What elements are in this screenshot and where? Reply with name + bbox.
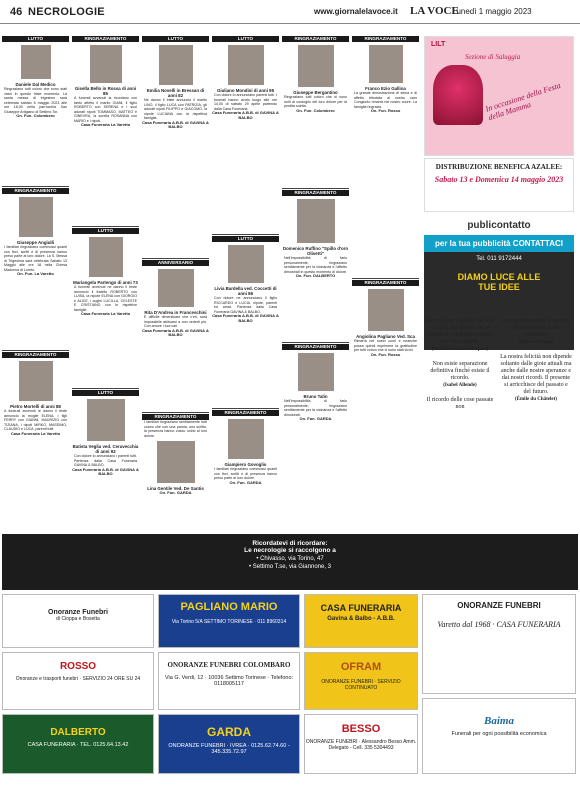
obituary-column-4 [212, 36, 279, 554]
portrait-photo [368, 44, 404, 84]
deceased-name: Bruno Talin [303, 394, 328, 399]
ad-subtitle: Via Torino 5/A SETTIMO TORINESE · 011 8960314 [171, 619, 287, 625]
obituary [72, 390, 139, 530]
obituary-type: RINGRAZIAMENTO [142, 414, 209, 420]
deceased-name: Mariangela Partengo di anni 73 [73, 280, 138, 285]
obituary-type: LUTTO [212, 236, 279, 242]
deceased-name: Emilia Novelli in Bressan di anni 82 [146, 88, 205, 98]
obituary-column-5 [282, 36, 349, 554]
obituary-type: ANNIVERSARIO [142, 260, 209, 266]
obituary [352, 280, 419, 530]
deceased-name: Domenico Ruffino "Spillo d'oro Olivetti" [282, 246, 349, 256]
ad-subtitle: Funerali per ogni possibilità economica [451, 731, 547, 737]
quote-author: (Gabriel García Márquez) [431, 347, 489, 352]
funeral-home: Casa Funeraria A.B.B. di GAVINA & BALBO [72, 466, 139, 476]
masthead: LA VOCE [410, 5, 459, 17]
divider [2, 186, 69, 187]
ad-title: GARDA [207, 725, 251, 739]
quote-text: Non esiste separazione definitiva finché esiste il ricordo. [430, 361, 490, 381]
deceased-name: Gisella Bello in Rossa di anni 85 [74, 86, 137, 96]
obituary [142, 414, 209, 530]
ad-subtitle: Varetto dal 1968 · CASA FUNERARIA [437, 620, 561, 629]
deceased-name: Livia Bardella ved. Coccetti di anni 86 [214, 286, 277, 296]
ad-title: Onoranze Funebri [48, 609, 108, 616]
obituary-text: Ringraziano tutti coloro che si sono uniti al cordoglio del loro dolore per la perdita subita. [284, 95, 347, 108]
divider [142, 258, 209, 259]
funeral-home: Casa Funeraria A.B.B. di GAVINA & BALBO [212, 110, 279, 120]
funeral-ads [0, 594, 580, 804]
funeral-home: Casa Funeraria A.B.B. di GAVINA & BALBO [142, 327, 209, 337]
publicontatto-logo: publicontatto [424, 216, 574, 235]
quote-author: (Isabel Allende) [443, 383, 477, 388]
quote-right [500, 318, 572, 403]
obituary-type: LUTTO [142, 36, 209, 42]
ad-title: ONORANZE FUNEBRI COLOMBARO [167, 661, 291, 669]
ad-rosso[interactable] [2, 652, 154, 710]
ad-title: Baima [484, 715, 514, 727]
section-title: NECROLOGIE [28, 6, 105, 18]
ad-subtitle: CASA FUNERARIA · TEL. 0125.64.13.42 [27, 742, 129, 748]
deceased-name: Giuseppe Angiulli [16, 240, 55, 245]
ad-title: ONORANZE FUNEBRI [457, 601, 541, 610]
portrait-photo [156, 440, 196, 484]
obituary-text: Con dolore ne annunciano il figlio RICCARDO e LUCIA, nipote, parenti ed amici. Partenza dalla Casa Funeraria GAVINA & BALBO. [214, 296, 277, 314]
obituary [282, 190, 349, 340]
obituary-type: RINGRAZIAMENTO [212, 410, 279, 416]
publicontatto-claim: per la tua pubblicità CONTATTACI [424, 235, 574, 252]
obituary-type: RINGRAZIAMENTO [282, 36, 349, 42]
obituary [352, 36, 419, 276]
portrait-photo [158, 44, 194, 86]
obituary-text: I familiari ringraziano commossi quanti con fiori, scritti e di presenza hanno preso parte al loro dolore. [214, 467, 277, 480]
funeral-home: On. Fun. La Varetto [17, 271, 54, 276]
obituary-text: La grande dimostrazione di stima e di affetto tributata al nostro caro Congiunto rimarrà nel nostro cuore. La famiglia ringrazia. [354, 91, 417, 109]
ad-title: ROSSO [59, 661, 97, 672]
funeral-home: Casa Funeraria La Varetto [80, 122, 131, 127]
obituary-text: Ne danno il triste annuncio il marito LINO, il figlio LUCA con PATRIZIA, gli adorati nipoti FILIPPO e GIACOMO, la nipote LUCIANA con la rispettiva famiglia. [144, 98, 207, 120]
lilt-logo: LILT [431, 41, 446, 48]
ad-pagliano[interactable] [158, 594, 300, 648]
ad-subtitle: ONORANZE FUNEBRI · Alessandro Besso Amm. Delegato - Cell. 335 5304493 [305, 739, 417, 751]
issue-date: Lunedì 1 maggio 2023 [452, 7, 532, 16]
quote-text: Il ricordo delle cose passate non [426, 397, 494, 410]
azalea-caption: In occasione della Festa della Mamma [484, 80, 562, 123]
obituary [212, 236, 279, 406]
ad-ofram[interactable] [304, 652, 418, 710]
deceased-name: Giuseppe Bergantino [293, 90, 338, 95]
ad-subtitle: Via G. Verdi, 12 · 10036 Settimo Torinese · Telefono: 0118005117 [164, 675, 294, 687]
ad-subtitle: ONORANZE FUNEBRI · IVREA · 0125.62.74.60 - 345.335.72.97 [168, 743, 290, 755]
ad-colombaro[interactable] [158, 652, 300, 710]
ad-gavina-balbo[interactable] [304, 594, 418, 648]
funeral-home: Casa Funeraria A.B.B. di GAVINA & BALBO [142, 119, 209, 129]
quote-left [426, 318, 494, 411]
portrait-photo [296, 198, 336, 244]
funeral-home: Casa Funeraria A.B.B. di GAVINA & BALBO [212, 313, 279, 323]
lilt-azalea-ad[interactable] [424, 36, 574, 156]
publicontatto-slogan: DIAMO LUCE ALLE TUE IDEE [457, 272, 541, 292]
funeral-home: Casa Funeraria La Varetto [80, 311, 131, 316]
ad-title: OFRAM [340, 661, 382, 673]
obituary-type: RINGRAZIAMENTO [2, 352, 69, 358]
obituary-column-1 [2, 36, 69, 554]
obituary-type: RINGRAZIAMENTO [282, 344, 349, 350]
divider [72, 388, 139, 389]
deceased-name: Lina Gentile Ved. De Santis [147, 486, 204, 491]
ad-title: PAGLIANO MARIO [180, 601, 278, 613]
obituary-text: Nell'impossibilità di farlo personalmente, ringraziano sentitamente per la vicinanza e l'affetto dimostrati in questo momento di dolore. [284, 256, 347, 274]
azalea-image [433, 65, 483, 125]
funeral-home: On. Fun. GARDA [299, 416, 332, 421]
obituary [212, 36, 279, 232]
ad-subtitle: Onoranze e trasporti funebri · SERVIZIO 24 ORE SU 24 [15, 676, 141, 682]
funeral-home: On. Fun. GARDA [159, 490, 192, 495]
publicontatto-phone[interactable]: Tel. 011 9172444 [476, 256, 522, 262]
page-number: 46 [10, 6, 23, 18]
collection-points-banner [2, 534, 578, 590]
deceased-name: Giampiero Govoglio [224, 462, 267, 467]
ad-besso[interactable] [304, 714, 418, 774]
obituary-column-2 [72, 36, 139, 554]
obituary-type: RINGRAZIAMENTO [352, 280, 419, 286]
portrait-photo [157, 268, 195, 308]
portrait-photo [18, 360, 54, 402]
obituary-text: A funerali avvenuti ne danno il triste annuncio il fratello ROBERTO con LUISA, la nipote ELENA con GIORGIO e ALICE, i cugini LUCILLA, CELESTE E CRISTIANO con le rispettive famiglie. [74, 285, 137, 312]
banner-subtitle: Le necrologie si raccolgono a [244, 547, 336, 554]
quote-text: La nostra felicità non dipende soltanto dalle gioie attuali ma anche dalle nostre speranze e dai nostri ricordi. Il presente si arricchisce del passato e del futuro. [500, 354, 572, 395]
divider [142, 412, 209, 413]
ad-title: DALBERTO [50, 727, 106, 738]
collection-point: • Chivasso, via Torino, 47 [256, 556, 324, 562]
obituary-type: LUTTO [2, 36, 69, 42]
divider [212, 234, 279, 235]
obituary-text: I familiari ringraziano sentitamente tutti coloro che con una parola, uno scritto, la presenza hanno voluto unirsi al loro dolore. [144, 420, 207, 438]
ad-subtitle: Gavina & Balbo - A.B.B. [327, 616, 395, 622]
obituary-type: RINGRAZIAMENTO [352, 36, 419, 42]
portrait-photo [20, 44, 52, 80]
obituary-type: LUTTO [212, 36, 279, 42]
deceased-name: Angiolina Pagliano Ved. Sca [356, 334, 415, 339]
page-header [0, 0, 580, 24]
divider [212, 408, 279, 409]
site-url[interactable]: www.giornalelavoce.it [314, 7, 398, 16]
portrait-photo [86, 398, 126, 442]
deceased-name: Franco Ezio Gallina [365, 86, 406, 91]
portrait-photo [89, 44, 123, 84]
right-column [424, 36, 574, 526]
portrait-photo [227, 44, 265, 86]
lilt-section: Sezione di Saluggia [465, 53, 521, 61]
obituary-type: LUTTO [72, 228, 139, 234]
deceased-name: Pietro Mortelli di anni 88 [10, 404, 61, 409]
distribution-box [424, 158, 574, 212]
portrait-photo [297, 352, 335, 392]
obituary [2, 352, 69, 502]
funeral-home: On. Fun. Colombero [296, 107, 335, 113]
deceased-name: Batista Veglia ved. Ceravecchia di anni 93 [72, 444, 139, 454]
obituary-text: Con dolore lo annunciano i parenti tutti. Partenza dalla Casa Funeraria GAVINA & BALBO. [74, 454, 137, 467]
obituary [72, 228, 139, 386]
ad-title: CASA FUNERARIA [320, 603, 402, 613]
obituary [282, 344, 349, 460]
quote-text: La vita non è quella che si è vissuta, ma quella che si ricorda e come la si ricorda per raccontarla. [426, 318, 494, 345]
obituary-text: Nell'impossibilità di farlo personalmente, ringraziano sentitamente per la vicinanza e l'affetto dimostrati. [284, 399, 347, 417]
divider [2, 350, 69, 351]
quote-author: (Émile du Châtelet) [515, 397, 557, 402]
ad-dalberto[interactable] [2, 714, 154, 774]
funeral-home: On. Fun. GARDA [229, 479, 262, 485]
divider [72, 226, 139, 227]
obituary [2, 188, 69, 348]
ad-subtitle: di Cioppa e Bosetta [56, 616, 100, 622]
banner-title: Ricordatevi di ricordare: [252, 540, 328, 547]
divider [282, 342, 349, 343]
obituary-text: A funerali avvenuti le danno il triste annuncio la moglie ELENA, i figli FERRY con GIANNI, MAURIZIO con TIZIANA, i nipoti MIRKO, MASSIMO, CLAUDIO e LUCA, parenti tutti. [4, 409, 67, 431]
ad-cioppa-bosetta[interactable] [2, 594, 154, 648]
collection-point: • Settimo T.se, via Giannone, 3 [248, 564, 332, 570]
obituary-type: LUTTO [72, 390, 139, 396]
distribution-dates: Sabato 13 e Domenica 14 maggio 2023 [434, 175, 564, 184]
funeral-home: On. Fun. Rosso [370, 351, 401, 357]
ad-garda[interactable] [158, 714, 300, 774]
portrait-photo [18, 196, 54, 238]
ad-varetto[interactable] [422, 594, 576, 694]
funeral-home: Casa Funeraria La Varetto [10, 430, 61, 436]
portrait-photo [227, 244, 265, 284]
funeral-home: On. Fun. Rosso [370, 108, 401, 113]
ad-title: BESSO [341, 723, 381, 735]
quote-author: (Marcel Proust) [519, 340, 553, 345]
obituary-type: RINGRAZIAMENTO [72, 36, 139, 42]
obituary-text: Ringraziano tutti coloro che sono stati vicini in questo triste momento. La santa messa di trigesimo sarà celebrata sabato 6 maggio 2023 alle ore 18,00 nella parrocchia San Giuseppe Artigiano di Settimo Tor. [4, 87, 67, 114]
portrait-photo [297, 44, 335, 88]
ad-subtitle: ONORANZE FUNEBRI · SERVIZIO CONTINUATO [321, 679, 401, 691]
divider [352, 278, 419, 279]
deceased-name: Daniele Dal Medico [15, 82, 56, 87]
quote-text: è necessariamente il ricordo di come siano state veramente. [502, 318, 570, 338]
obituary [212, 410, 279, 530]
obituary [2, 36, 69, 184]
obituary-text: Rimarrà nei nostri cuori e neanche possa quindi esprimere la gratitudine per tutti coloro che ci sono stati vicini. [354, 339, 417, 352]
ad-baima[interactable] [422, 698, 576, 774]
obituary [72, 36, 139, 224]
obituary [142, 260, 209, 410]
obituary-text: È difficile dimenticare che c'eri, sarà impossibile abituarsi a non vederti più. Con amore i tuoi cari. [144, 315, 207, 328]
deceased-name: Giuliano Mondini di anni 95 [216, 88, 275, 93]
obituary-column-3 [142, 36, 209, 554]
funeral-home: On. Fun. Colombero [16, 113, 55, 118]
obituary [142, 36, 209, 256]
obituary-type: RINGRAZIAMENTO [2, 188, 69, 194]
obituary-text: A funerali avvenuti la ricordano con tanto affetto il marito GIANI, il figlio ROBERTO con SERENA e i suoi adorati nipoti TOMMASO, MATTEO e GINEVRA, la sorella ROSANNA con MARIO e i nipoti. [74, 96, 137, 123]
portrait-photo [88, 236, 124, 278]
obituary-column-6 [352, 36, 419, 554]
divider [282, 188, 349, 189]
distribution-title: DISTRIBUZIONE BENEFICA AZALEE: [435, 163, 563, 171]
portrait-photo [367, 288, 405, 332]
portrait-photo [227, 418, 265, 460]
funeral-home: On. Fun. DALBERTO [295, 273, 336, 278]
obituary-text: Con dolore lo annunciano parenti tutti. I funerali hanno avuto luogo alle ore 14,00 di sabato 29 aprile partendo dalla Casa Funeraria. [214, 93, 277, 111]
deceased-name: Rita D'Andrea in Franceschini [144, 310, 207, 315]
obituary-type: RINGRAZIAMENTO [282, 190, 349, 196]
obituary [282, 36, 349, 186]
obituary-text: I familiari ringraziano commossi quanti con fiori, scritti e di presenza hanno preso parte al loro dolore. La S. Messa di Trigesima sarà celebrata Sabato 13 Maggio alle ore 18 nella Chiesa Madonna di Loreto. [4, 245, 67, 272]
